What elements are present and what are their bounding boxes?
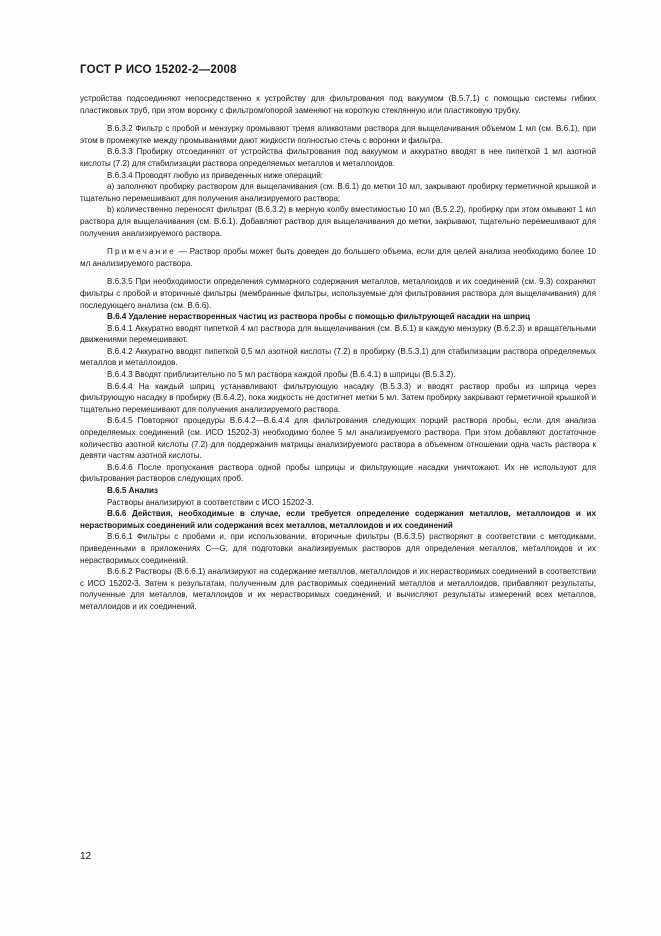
paragraph: В.6.6.2 Растворы (В.6.6.1) анализируют на содержание металлов, металлоидов и их нерастворимых соединений в соответствии с ИСО 15202-3. Затем к результатам, полученным для растворимых соединений металлов и металлоидов, прибавляют результаты, полученные для металлов, металлоидов и их нерастворимых соединений, и вычисляют результаты измерений всех металлов, металлоидов и их соединений. <box>80 567 596 611</box>
paragraph: В.6.4.2 Аккуратно вводят пипеткой 0,5 мл азотной кислоты (7.2) в пробирку (В.5.3.1) для стабилизации раствора определяемых металлов и металлоидов. <box>80 346 596 368</box>
note-paragraph: Примечание — Раствор пробы может быть доведен до большего объема, если для целей анализа необходимо более 10 мл анализируемого раствора. <box>80 247 596 268</box>
note-label: Примечание <box>107 247 176 257</box>
section-heading: В.6.6 Действия, необходимые в случае, если требуется определение содержания металлов, металлоидов и их нерастворимых соединений или содержания всех металлов, металлоидов и их соединений <box>80 509 596 530</box>
section-heading: В.6.5 Анализ <box>107 486 158 495</box>
paragraph: В.6.6.1 Фильтры с пробами и, при использовании, вторичные фильтры (В.6.3.5) растворяют в соответствии с методиками, приведенными в приложениях С—G, для подготовки анализируемых растворов для определения металлов, металлоидов и их нерастворимых соединений. <box>80 532 596 565</box>
document-header: ГОСТ Р ИСО 15202-2—2008 <box>80 64 237 76</box>
paragraph: В.6.4.6 После пропускания раствора одной пробы шприцы и фильтрующие насадки уничтожают. Их не используют для фильтрования растворов следующих проб. <box>80 462 596 484</box>
paragraph: В.6.4.5 Повторяют процедуры В.6.4.2—В.6.4.4 для фильтрования следующих порций раствора пробы, если для анализа определяемых соединений (см. ИСО 15202-3) необходимо более 5 мл анализируемого раствора. При этом добавляют достаточное количество азотной кислоты (7.2) для поддержания матрицы анализируемого раствора в объемном отношении одна часть раствора к девяти частям азотной кислоты. <box>80 416 596 461</box>
paragraph: В.6.3.4 Проводят любую из приведенных ниже операций: <box>107 170 324 180</box>
note-text: Раствор пробы может быть доведен до большего объема, если для целей анализа необходимо более 10 мл анализируемого раствора. <box>80 247 596 268</box>
paragraph: a) заполняют пробирку раствором для выщелачивания (см. В.6.1) до метки 10 мл, закрывают пробирку герметичной крышкой и тщательно перемешивают для получения анализируемого раствора; <box>80 182 596 203</box>
page-number: 12 <box>80 851 92 862</box>
paragraph: В.6.4.3 Вводят приблизительно по 5 мл раствора каждой пробы (В.6.4.1) в шприцы (В.5.3.2). <box>107 370 456 380</box>
section-heading: В.6.4 Удаление нерастворенных частиц из раствора пробы с помощью фильтрующей насадки на шприц <box>107 312 530 322</box>
paragraph: b) количественно переносят фильтрат (В.6.3.2) в мерную колбу вместимостью 10 мл (В.5.2.2), пробирку при этом омывают 1 мл раствора для выщелачивания (см. В.6.1). Добавляют раствор для выщелачивания до метки, закрывают, тщательно перемешивают для получения анализируемого раствора. <box>80 205 596 238</box>
document-body <box>80 93 596 613</box>
paragraph: В.6.3.3 Пробирку отсоединяют от устройства фильтрования под вакуумом и аккуратно вводят в нее пипеткой 1 мл азотной кислоты (7.2) для стабилизации раствора определяемых металлов и металлоидов. <box>80 147 596 168</box>
paragraph: В.6.4.4 На каждый шприц устанавливают фильтрующую насадку (В.5.3.3) и вводят раствор пробы из шприца через фильтрующую насадку в пробирку (В.6.4.2), пока жидкость не достигнет метки 5 мл. Затем пробирку закрывают герметичной крышкой и тщательно перемешивают для получения анализируемого раствора. <box>80 381 596 414</box>
paragraph: В.6.3.5 При необходимости определения суммарного содержания металлов, металлоидов и их соединений (см. 9.3) сохраняют фильтры с пробой и вторичные фильтры (мембранные фильтры, используемые для фильтрования раствора для выщелачивания) для последующего анализа (см. В.6.6). <box>80 277 596 310</box>
paragraph: В.6.3.2 Фильтр с пробой и мензурку промывают тремя аликвотами раствора для выщелачивания объемом 1 мл (см. В.6.1), при этом в промежутке между промываниями дают жидкости полностью стечь с воронки и фильтра. <box>80 124 596 145</box>
paragraph: В.6.4.1 Аккуратно вводят пипеткой 4 мл раствора для выщелачивания (см. В.6.1) в каждую мензурку (В.6.2.3) и вращательными движениями перемешивают. <box>80 323 596 345</box>
paragraph: Растворы анализируют в соответствии с ИСО 15202-3. <box>107 497 314 507</box>
paragraph: устройства подсоединяют непосредственно к устройству для фильтрования под вакуумом (В.5.7.1) с помощью системы гибких пластиковых труб, при этом воронку с фильтром/опорой заменяют на короткую стеклянную или пластиковую трубку. <box>80 94 596 115</box>
